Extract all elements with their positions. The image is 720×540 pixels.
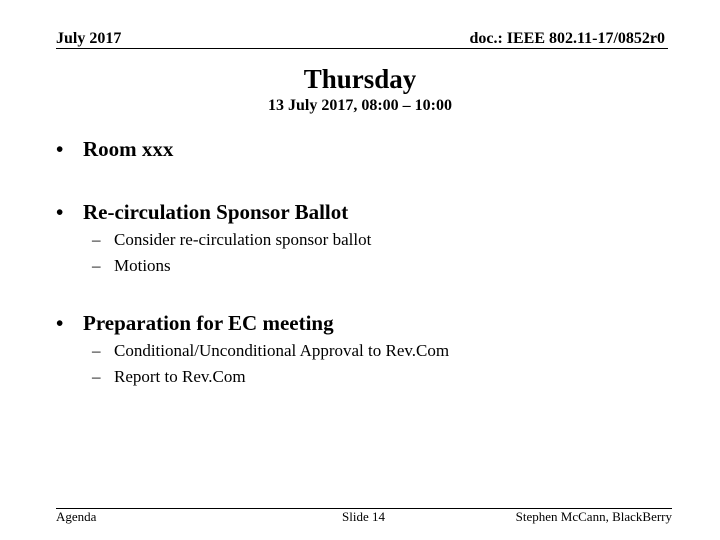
bullet-glyph: • (56, 137, 64, 161)
subitem-text: Motions (114, 256, 171, 275)
header-divider (56, 48, 668, 49)
bullet-glyph: • (56, 311, 64, 335)
bullet-text: Re-circulation Sponsor Ballot (83, 200, 349, 224)
subitem-motions (92, 255, 171, 277)
bullet-recirculation (56, 199, 348, 225)
subitem-text: Report to Rev.Com (114, 367, 246, 386)
slide-title: Thursday (303, 64, 417, 94)
dash-glyph: – (92, 367, 101, 386)
header-date: July 2017 (56, 30, 122, 47)
subitem-report (92, 366, 246, 388)
slide-subtitle: 13 July 2017, 08:00 – 10:00 (268, 97, 452, 114)
bullet-text: Preparation for EC meeting (83, 311, 334, 335)
footer-slide-number: Slide 14 (342, 509, 385, 524)
bullet-ec-meeting (56, 310, 334, 336)
bullet-text: Room xxx (83, 137, 174, 161)
bullet-glyph: • (56, 200, 64, 224)
subitem-consider-ballot (92, 229, 371, 251)
dash-glyph: – (92, 230, 101, 249)
bullet-room (56, 136, 173, 162)
footer-author: Stephen McCann, BlackBerry (515, 509, 672, 524)
dash-glyph: – (92, 341, 101, 360)
header-doc-id: doc.: IEEE 802.11-17/0852r0 (469, 30, 665, 47)
subitem-text: Consider re-circulation sponsor ballot (114, 230, 372, 249)
dash-glyph: – (92, 256, 101, 275)
footer-agenda: Agenda (56, 509, 97, 524)
subitem-approval (92, 340, 449, 362)
subitem-text: Conditional/Unconditional Approval to Rev.Com (114, 341, 450, 360)
